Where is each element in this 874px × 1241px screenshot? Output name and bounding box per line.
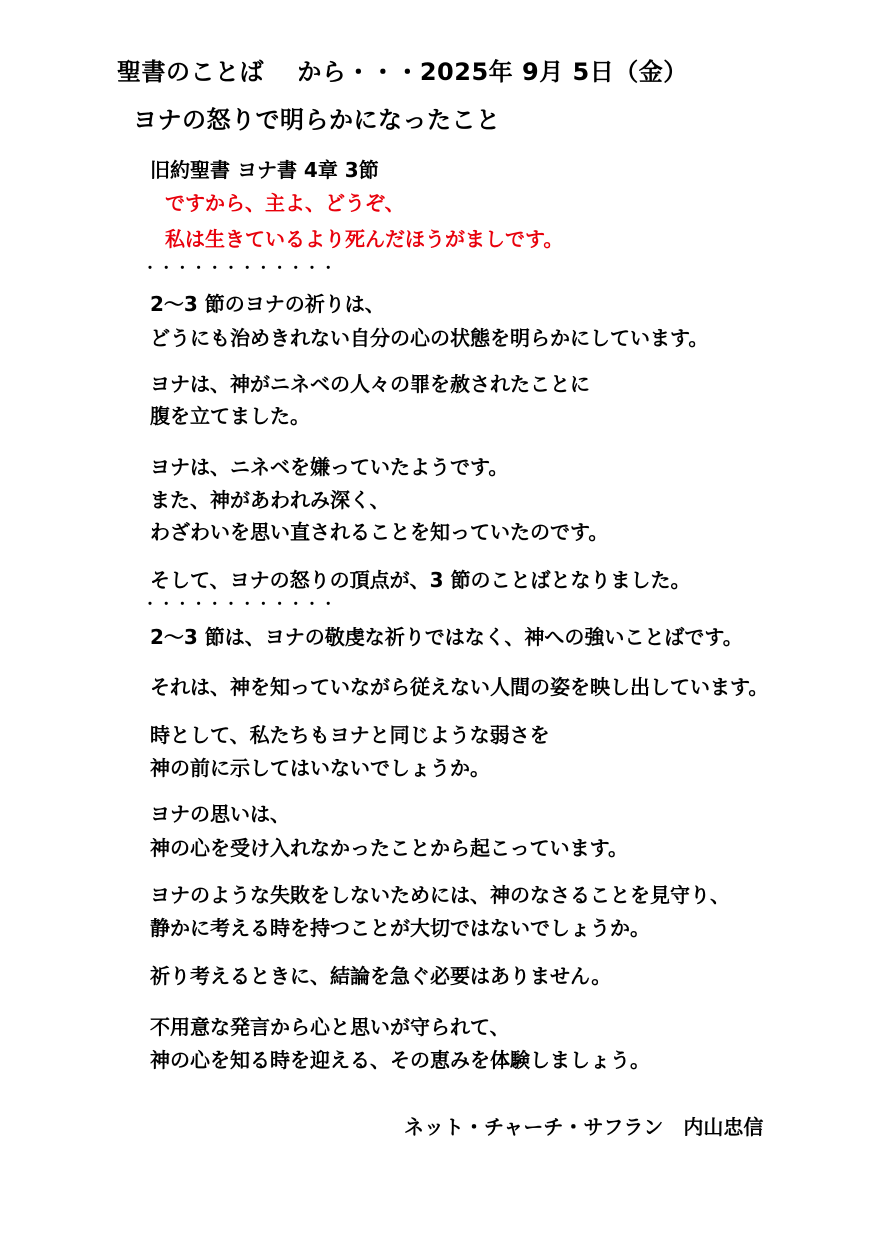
paragraph-line: 2～3 節は、ヨナの敬虔な祈りではなく、神への強いことばです。 (150, 625, 743, 649)
paragraph-line: 2～3 節のヨナの祈りは、 (150, 292, 385, 316)
page-header: 聖書のことば から・・・2025年 9月 5日（金） (117, 58, 688, 86)
paragraph-line: ヨナは、ニネベを嫌っていたようです。 (150, 455, 509, 479)
paragraph-line: 祈り考えるときに、結論を急ぐ必要はありません。 (150, 964, 612, 988)
paragraph-line: また、神があわれみ深く、 (150, 488, 390, 512)
scripture-verse-line: ですから、主よ、どうぞ、 (165, 191, 405, 215)
separator-dots: ・・・・・・・・・・・・ (143, 597, 338, 613)
scripture-reference: 旧約聖書 ヨナ書 4章 3節 (150, 158, 379, 182)
scripture-verse-line: 私は生きているより死んだほうがましです。 (165, 227, 564, 251)
paragraph-line: 神の心を知る時を迎える、その恵みを体験しましょう。 (150, 1048, 650, 1072)
paragraph-line: 静かに考える時を持つことが大切ではないでしょうか。 (150, 916, 650, 940)
paragraph-line: どうにも治めきれない自分の心の状態を明らかにしています。 (150, 326, 709, 350)
separator-dots: ・・・・・・・・・・・・ (143, 261, 338, 277)
signature: ネット・チャーチ・サフラン 内山忠信 (404, 1115, 764, 1139)
paragraph-line: ヨナは、神がニネベの人々の罪を赦されたことに (150, 372, 590, 396)
page-title: ヨナの怒りで明らかになったこと (133, 106, 501, 134)
paragraph-line: 腹を立てました。 (150, 404, 310, 428)
paragraph-line: そして、ヨナの怒りの頂点が、3 節のことばとなりました。 (150, 568, 691, 592)
paragraph-line: 神の前に示してはいないでしょうか。 (150, 756, 490, 780)
paragraph-line: 不用意な発言から心と思いが守られて、 (150, 1015, 510, 1039)
paragraph-line: 神の心を受け入れなかったことから起こっています。 (150, 836, 628, 860)
paragraph-line: ヨナの思いは、 (150, 802, 290, 826)
paragraph-line: 時として、私たちもヨナと同じような弱さを (150, 723, 550, 747)
paragraph-line: わざわいを思い直されることを知っていたのです。 (150, 520, 609, 544)
paragraph-line: ヨナのような失敗をしないためには、神のなさることを見守り、 (150, 883, 730, 907)
paragraph-line: それは、神を知っていながら従えない人間の姿を映し出しています。 (150, 675, 769, 699)
